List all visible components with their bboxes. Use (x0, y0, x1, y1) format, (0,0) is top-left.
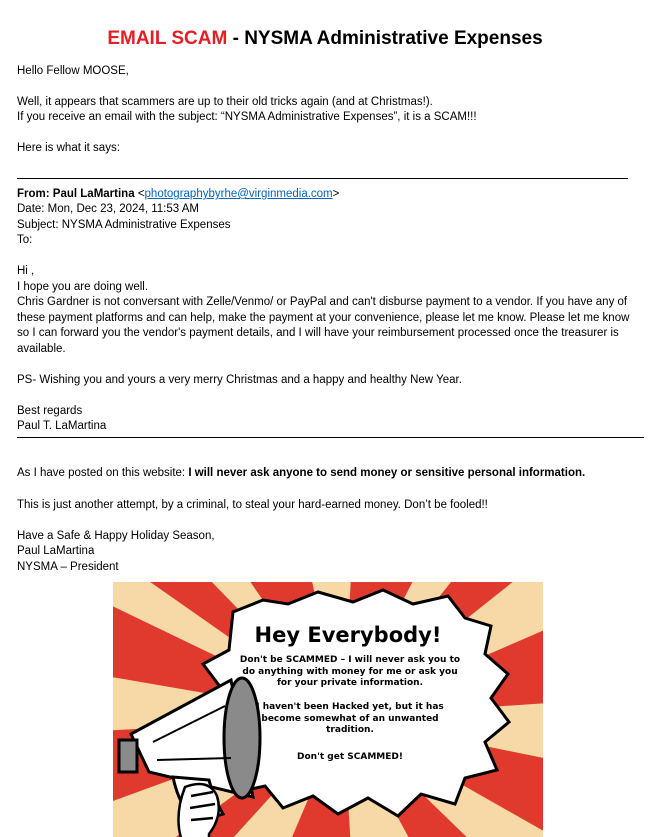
banner-paragraph-3: Don't get SCAMMED! (297, 752, 403, 762)
from-gt: > (332, 188, 340, 200)
intro-line-1: Well, it appears that scammers are up to their old tricks again (and at Christmas!). (17, 96, 433, 108)
hand-icon (178, 784, 218, 837)
email-date: Date: Mon, Dec 23, 2024, 11:53 AM (17, 203, 199, 215)
email-signature: Paul T. LaMartina (17, 420, 107, 432)
title-prefix: EMAIL SCAM (107, 28, 228, 49)
closing-line-2: This is just another attempt, by a criminal, to steal your hard-earned money. Don’t be fooled!! (17, 499, 488, 511)
page-title (0, 27, 650, 51)
email-ps: PS- Wishing you and yours a very merry Christmas and a happy and healthy New Year. (17, 374, 462, 386)
hey-everybody-banner (113, 582, 543, 837)
closing-line-5: NYSMA – President (17, 561, 119, 573)
email-from (17, 187, 339, 202)
closing-line-3: Have a Safe & Happy Holiday Season, (17, 530, 215, 542)
intro-line-3: Here is what it says: (17, 142, 120, 154)
banner-paragraph-2: I haven't been Hacked yet, but it has become somewhat of an unwanted tradition. (256, 702, 444, 735)
email-regards: Best regards (17, 405, 83, 417)
intro-line-2: If you receive an email with the subject: “NYSMA Administrative Expenses”, it is a SCAM!!! (17, 111, 477, 123)
from-email-link[interactable]: photographybyrhe@virginmedia.com (144, 188, 333, 200)
closing-line-1-bold: I will never ask anyone to send money or sensitive personal information. (188, 467, 586, 479)
from-lt: < (137, 188, 145, 200)
greeting: Hello Fellow MOOSE, (17, 65, 129, 77)
banner-heading: Hey Everybody! (254, 623, 442, 647)
email-to: To: (17, 234, 33, 246)
banner-paragraph-1: Don't be SCAMMED – I will never ask you to do anything with money for me or ask you for your private information. (239, 655, 461, 688)
title-rest: NYSMA Administrative Expenses (244, 28, 543, 49)
email-hi: Hi , (17, 265, 35, 277)
email-body-2: Chris Gardner is not conversant with Zelle/Venmo/ or PayPal and can't disburse payment to a vendor. If you have any of these payment platforms and can help, make the payment at your convenience, please let me know. Please let me know so I can forward you the vendor's payment details, and I will have your reimbursement processed once the treasurer is available. (17, 296, 630, 355)
closing-line-4: Paul LaMartina (17, 545, 95, 557)
from-label: From: (17, 188, 50, 200)
email-subject: Subject: NYSMA Administrative Expenses (17, 219, 231, 231)
email-body-1: I hope you are doing well. (17, 281, 149, 293)
closing-line-1 (17, 466, 585, 481)
divider-top (17, 178, 628, 179)
closing-line-1-prefix: As I have posted on this website: (17, 467, 189, 479)
from-name: Paul LaMartina (52, 188, 135, 200)
divider-bottom (17, 437, 644, 438)
title-separator: - (227, 28, 245, 49)
